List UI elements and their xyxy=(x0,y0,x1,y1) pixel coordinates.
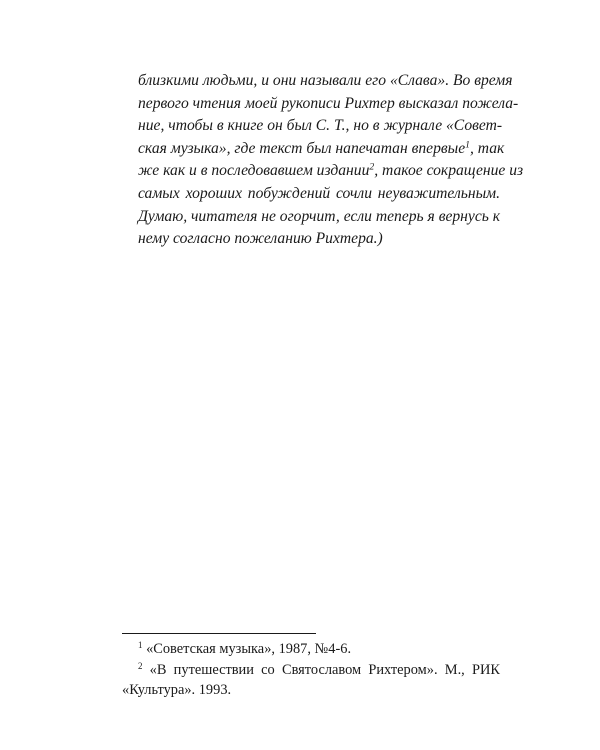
main-text-block xyxy=(138,70,524,251)
main-text-line: Думаю, читателя не огорчит, если теперь я вернусь к xyxy=(138,207,501,225)
main-text-fragment: , такое сокращение из xyxy=(374,162,524,180)
main-text-fragment: , так xyxy=(469,139,505,157)
main-text-line: близкими людьми, и они называли его «Слава». Во время xyxy=(138,72,513,89)
main-text-line xyxy=(138,160,524,183)
main-text-fragment: ская музыка», где текст был напечатан впервые xyxy=(138,139,466,157)
footnote-2 xyxy=(122,660,500,681)
main-text-fragment: же как и в последовавшем издании xyxy=(138,162,370,180)
main-text-line: самых хороших побуждений сочли неуважительным. xyxy=(138,184,500,202)
footnote-ref-2[interactable]: 2 xyxy=(369,162,375,174)
main-text-line: ние, чтобы в книге он был С. Т., но в журнале «Совет- xyxy=(138,117,503,135)
footnote-1 xyxy=(122,639,500,660)
footnote-ref-1[interactable]: 1 xyxy=(465,139,470,151)
footnote-number: 1 xyxy=(138,640,143,651)
footnote-divider xyxy=(122,633,316,634)
footnote-text: «Советская музыка», 1987, №4-6. xyxy=(146,641,352,657)
footnote-2-continuation: «Культура». 1993. xyxy=(122,682,232,698)
footnotes-block xyxy=(122,639,500,701)
footnote-number: 2 xyxy=(138,660,143,671)
main-text-line: первого чтения моей рукописи Рихтер высказал пожела- xyxy=(138,94,519,112)
footnote-text: «В путешествии со Святославом Рихтером». М., РИК xyxy=(149,661,500,678)
main-text-line xyxy=(138,138,505,161)
main-text-line: нему согласно пожеланию Рихтера.) xyxy=(138,230,383,248)
